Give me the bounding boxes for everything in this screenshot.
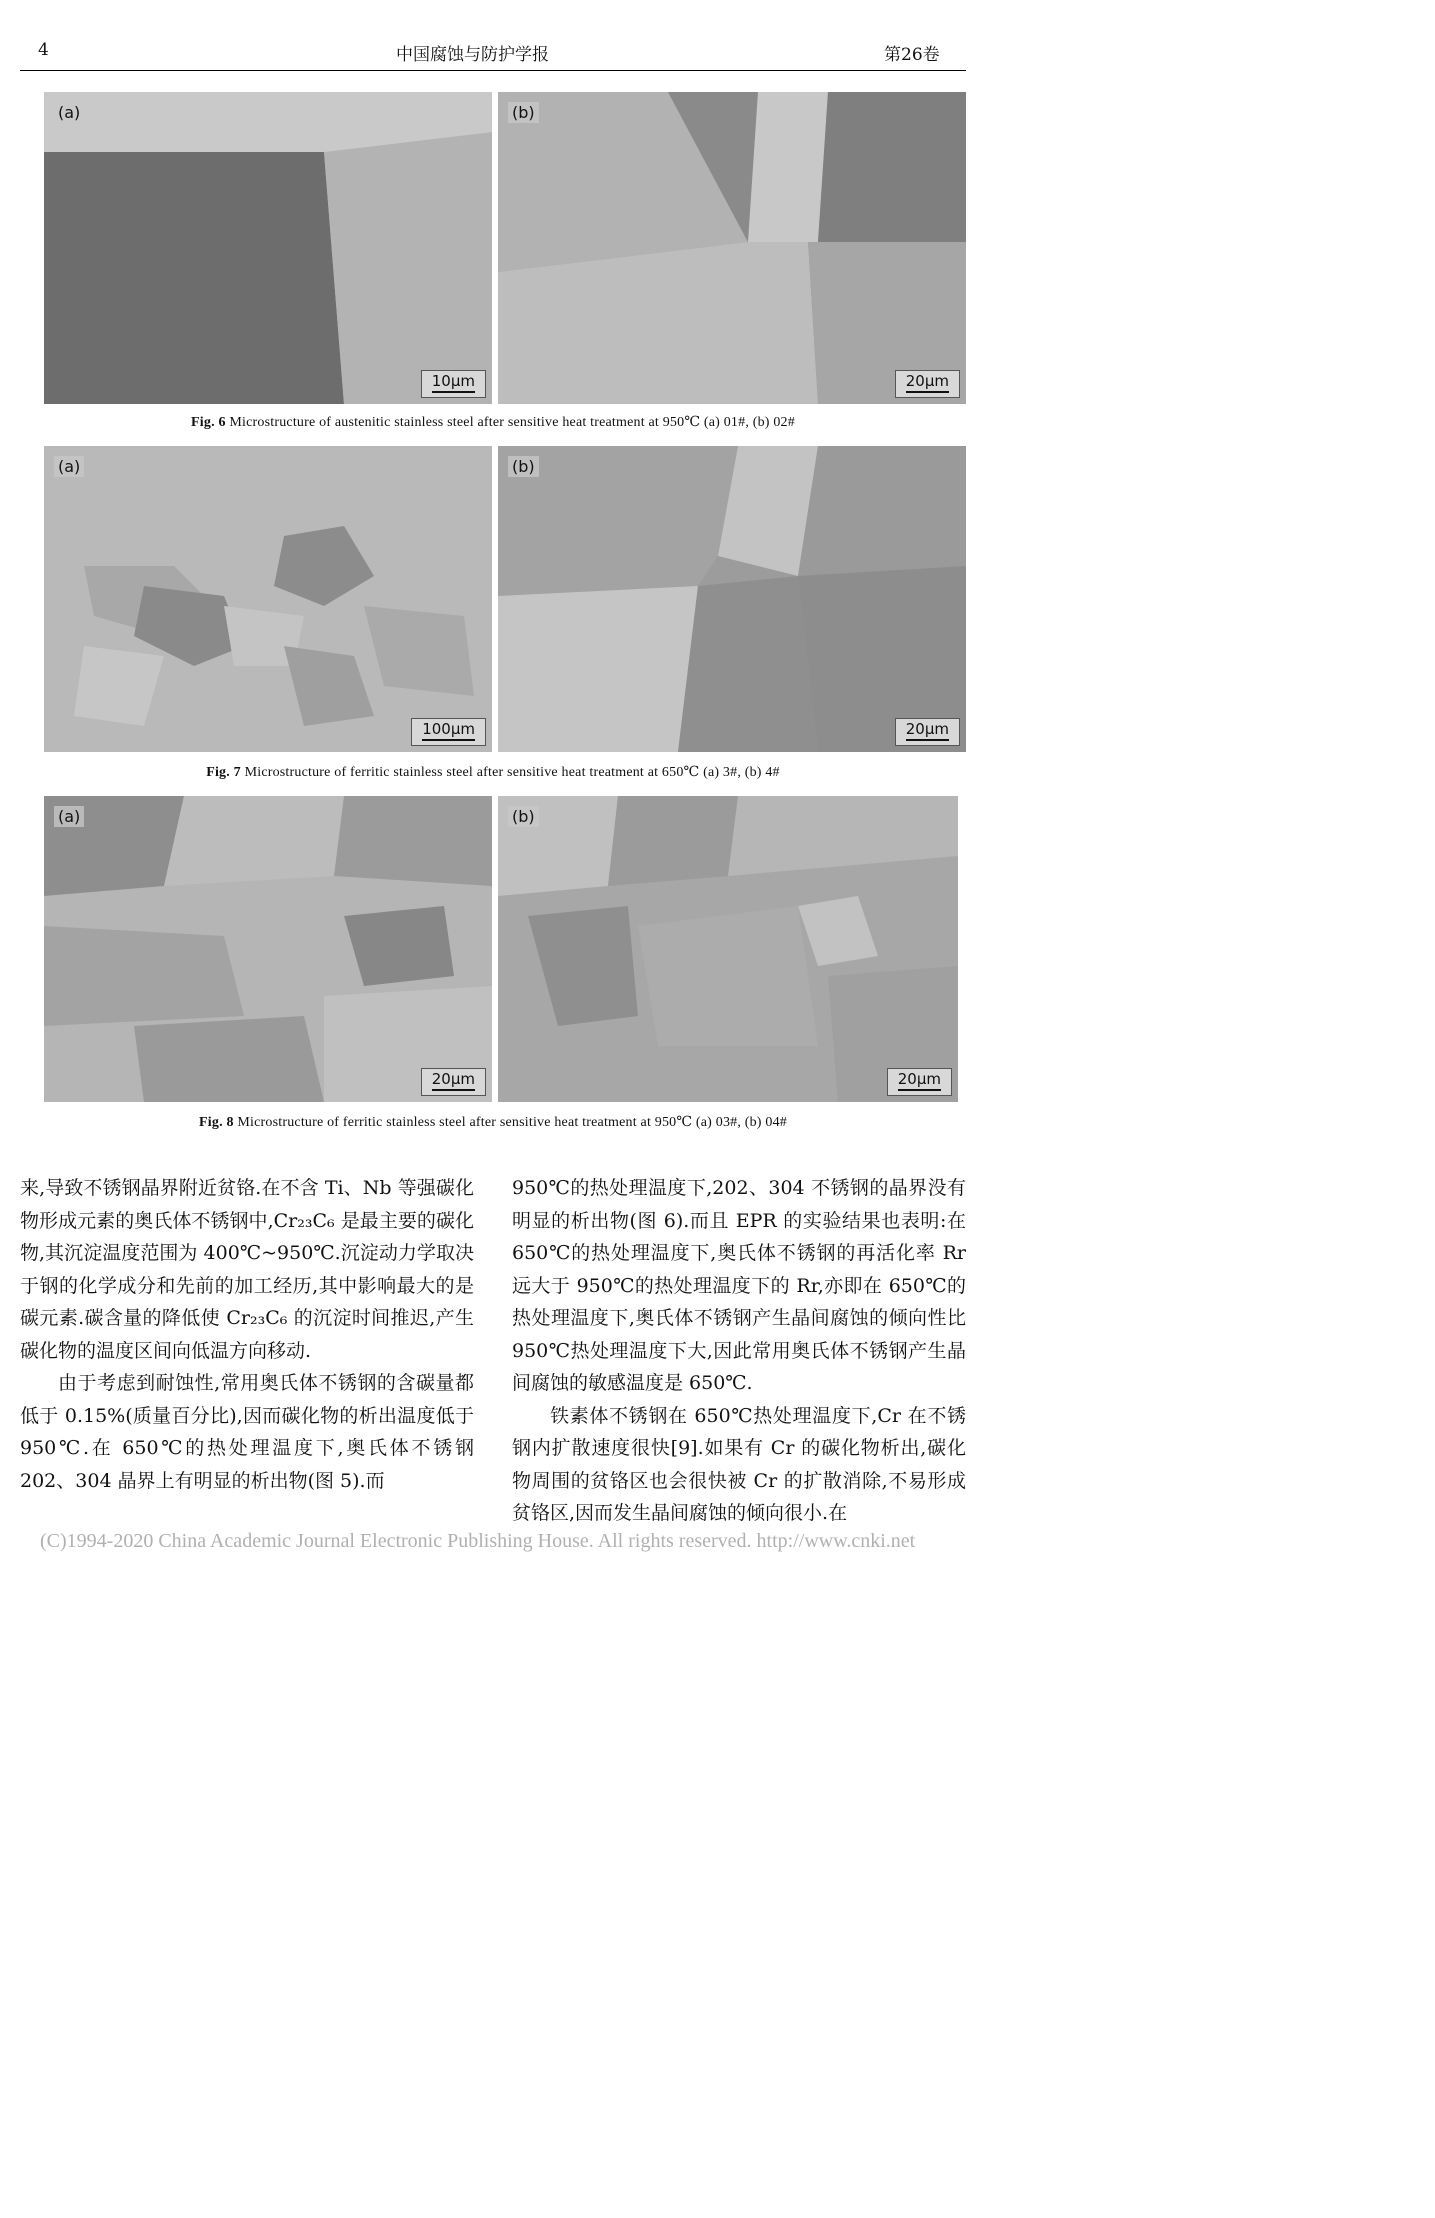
paragraph: 由于考虑到耐蚀性,常用奥氏体不锈钢的含碳量都低于 0.15%(质量百分比),因而碳化物的析出温度低于 950℃.在 650℃的热处理温度下,奥氏体不锈钢 202、304 晶界上有明显的析出物(图 5).而 — [20, 1372, 474, 1492]
figure-7 — [20, 446, 966, 752]
panel-label: (a) — [54, 102, 84, 123]
panel-label: (a) — [54, 456, 84, 477]
left-column — [20, 1172, 474, 1497]
figure-8b-micrograph — [498, 796, 958, 1102]
figure-7b-micrograph — [498, 446, 966, 752]
scale-bar: 20μm — [887, 1068, 952, 1096]
scale-bar: 10μm — [421, 370, 486, 398]
figure-6 — [20, 92, 966, 404]
paragraph: 铁素体不锈钢在 650℃热处理温度下,Cr 在不锈钢内扩散速度很快[9].如果有 Cr 的碳化物析出,碳化物周围的贫铬区也会很快被 Cr 的扩散消除,不易形成贫铬区,因而发生晶间腐蚀的倾向很小.在 — [512, 1404, 966, 1524]
page-number: 4 — [38, 40, 49, 60]
figure-7-caption: Fig. 7 Microstructure of ferritic stainless steel after sensitive heat treatment at 650℃ (a) 3#, (b) 4# — [206, 765, 780, 780]
scale-bar: 20μm — [421, 1068, 486, 1096]
figure-8 — [20, 796, 966, 1102]
figure-8a-micrograph — [44, 796, 492, 1102]
journal-title: 中国腐蚀与防护学报 — [396, 45, 549, 65]
paragraph: 950℃的热处理温度下,202、304 不锈钢的晶界没有明显的析出物(图 6).而且 EPR 的实验结果也表明:在 650℃的热处理温度下,奥氏体不锈钢的再活化率 Rr 远大于 950℃的热处理温度下的 Rr,亦即在 650℃的热处理温度下,奥氏体不锈钢产生晶间腐蚀的倾向性比 950℃热处理温度下大,因此常用奥氏体不锈钢产生晶间腐蚀的敏感温度是 650℃. — [512, 1177, 966, 1394]
header-rule — [20, 70, 966, 71]
scale-bar: 20μm — [895, 718, 960, 746]
scale-bar: 100μm — [411, 718, 486, 746]
figure-6b-micrograph — [498, 92, 966, 404]
volume-number: 第26卷 — [884, 45, 940, 65]
paragraph: 来,导致不锈钢晶界附近贫铬.在不含 Ti、Nb 等强碳化物形成元素的奥氏体不锈钢中,Cr₂₃C₆ 是最主要的碳化物,其沉淀温度范围为 400℃~950℃.沉淀动力学取决于钢的化学成分和先前的加工经历,其中影响最大的是碳元素.碳含量的降低使 Cr₂₃C₆ 的沉淀时间推迟,产生碳化物的温度区间向低温方向移动. — [20, 1177, 474, 1362]
panel-label: (b) — [508, 456, 539, 477]
figure-6a-micrograph — [44, 92, 492, 404]
right-column — [512, 1172, 966, 1530]
copyright-watermark: (C)1994-2020 China Academic Journal Electronic Publishing House. All rights reserved. http://www.cnki.net — [40, 1530, 916, 1552]
panel-label: (b) — [508, 102, 539, 123]
figure-8-caption: Fig. 8 Microstructure of ferritic stainless steel after sensitive heat treatment at 950℃ (a) 03#, (b) 04# — [199, 1115, 787, 1130]
panel-label: (b) — [508, 806, 539, 827]
figure-6-caption: Fig. 6 Microstructure of austenitic stainless steel after sensitive heat treatment at 950℃ (a) 01#, (b) 02# — [191, 415, 795, 430]
scale-bar: 20μm — [895, 370, 960, 398]
panel-label: (a) — [54, 806, 84, 827]
figure-7a-micrograph — [44, 446, 492, 752]
